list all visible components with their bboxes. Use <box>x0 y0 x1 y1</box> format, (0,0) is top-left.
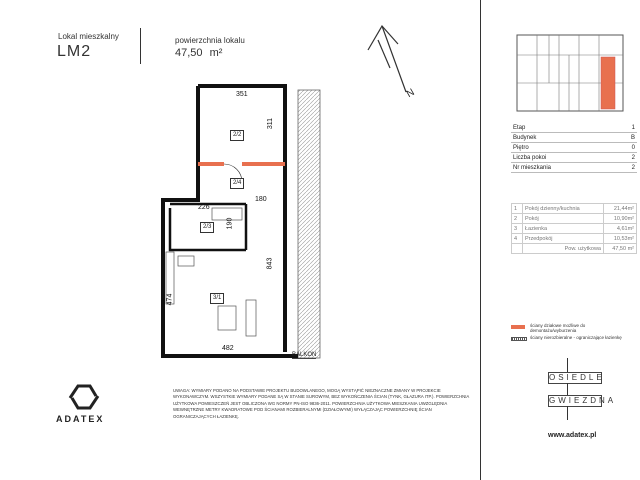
dim-474: 474 <box>166 293 174 306</box>
dim-311: 311 <box>267 117 275 130</box>
column-divider <box>480 0 481 480</box>
room-label-2-3: 2/3 <box>200 222 214 233</box>
dim-226: 226 <box>198 204 210 211</box>
room-row: 3 Łazienka 4,61m² <box>512 224 637 234</box>
area-unit: m² <box>209 47 223 59</box>
dim-482: 482 <box>222 345 234 352</box>
unit-type-label: Lokal mieszkalny <box>58 32 119 41</box>
highlighted-unit <box>601 57 615 109</box>
area-value-row <box>175 47 222 59</box>
sofa <box>246 300 256 336</box>
legend-demolition-swatch <box>511 325 525 329</box>
room-label-2-4: 2/4 <box>230 178 244 189</box>
north-arrow-icon <box>350 20 440 115</box>
header-divider <box>140 28 141 64</box>
room-label-3-1: 3/1 <box>210 293 224 304</box>
floor-plan <box>150 80 330 365</box>
rooms-table <box>511 203 637 254</box>
room-row: 2 Pokój 10,90m² <box>512 214 637 224</box>
company-name: ADATEX <box>56 414 105 424</box>
area-label: powierzchnia lokalu <box>175 36 245 45</box>
legend-demolition-text: ściany działowe możliwe do demontażu/wyburzenia <box>530 323 586 333</box>
unit-code: LM2 <box>57 43 92 60</box>
balcony-label: BALKON <box>292 352 317 358</box>
dim-843: 843 <box>266 257 274 270</box>
estate-line-top <box>567 358 568 372</box>
dim-351: 351 <box>236 91 248 98</box>
info-table <box>511 123 637 173</box>
room-row: 4 Przedpokój 10,53m² <box>512 234 637 244</box>
website-link[interactable]: www.adatex.pl <box>548 432 597 439</box>
room-total-row: Pow. użytkowa 47,50 m² <box>512 244 637 254</box>
building-key-plan <box>515 33 625 113</box>
estate-box-1: OSIEDLE <box>549 373 605 382</box>
estate-line-mid <box>567 383 568 395</box>
room-label-2-2: 2/2 <box>230 130 244 141</box>
estate-line-bottom <box>567 406 568 420</box>
kitchen-island <box>178 256 194 266</box>
info-row: Liczba pokoi 2 <box>513 154 635 161</box>
disclaimer-note: UWAGA: WYMIARY PODANO NA PODSTAWIE PROJEKTU BUDOWLANEGO, MOGĄ WYSTĄPIĆ NIEZNACZNE ZMIANY W PROJEKCIE WYKONAWCZYM. WSZYSTKIE WYMIARY PODANE SĄ W STANIE SUROWYM, BEZ WYKOŃCZENIA ŚCIAN (TYNK, GŁAZURA ITP.). POWIERZCHNIA UŻYTKOWA POMIESZCZEŃ JEST OBLICZONA WG NORMY PN-ISO 9836-2011. POWIERZCHNIA UŻYTKOWA MIESZKANIA UWZGLĘDNIA WEWNĘTRZNE METRY KWADRATOWE POD ŚCIANAMI ROZBIERALNYMI (DZIAŁOWYMI) WYŁĄCZAJĄC POWIERZCHNIĘ ŚCIAN OGRANICZAJĄCYCH ŁAZIENKĘ. <box>173 388 470 419</box>
dim-180: 180 <box>255 196 267 203</box>
table <box>218 306 236 330</box>
company-logo-icon <box>66 382 102 412</box>
north-label: N <box>404 86 417 101</box>
dim-190: 190 <box>226 217 234 230</box>
info-row: Piętro 0 <box>513 144 635 151</box>
area-value: 47,50 <box>175 47 203 59</box>
info-row: Etap 1 <box>513 124 635 131</box>
legend-load-swatch <box>511 337 527 341</box>
balcony <box>298 90 320 358</box>
legend-load-text: ściany nierozbieralne - ograniczające łazienkę <box>530 335 622 340</box>
info-row: Nr mieszkania 2 <box>513 164 635 171</box>
estate-box-2: GWIEZDNA <box>549 396 617 405</box>
info-row: Budynek B <box>513 134 635 141</box>
room-row: 1 Pokój dzienny/kuchnia 21,44m² <box>512 204 637 214</box>
